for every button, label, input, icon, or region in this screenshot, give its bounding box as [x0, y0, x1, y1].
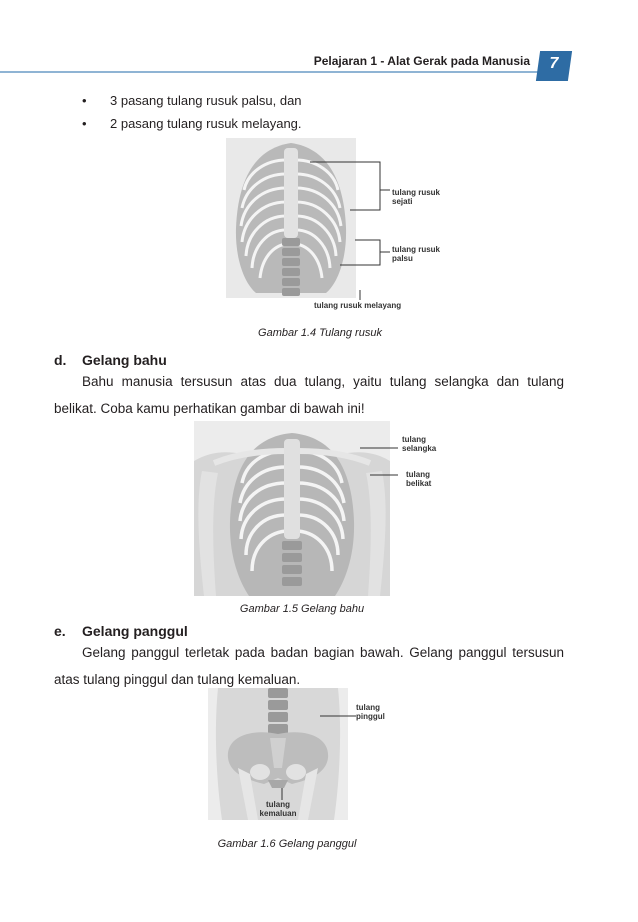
label-line: tulang [266, 800, 290, 809]
label-line: tulang rusuk [392, 188, 441, 197]
header-rule [0, 71, 540, 73]
label-floating-ribs: tulang rusuk melayang [314, 301, 402, 310]
label-line: kemaluan [259, 809, 297, 818]
label-line: tulang [356, 703, 380, 712]
bullet-text: 3 pasang tulang rusuk palsu, dan [110, 93, 302, 108]
section-letter: d. [54, 352, 67, 368]
label-line: belikat [406, 479, 432, 488]
leader-lines-ribs [300, 160, 400, 315]
bullet-marker: • [82, 93, 87, 108]
label-line: sejati [392, 197, 413, 206]
figure-caption: Gambar 1.6 Gelang panggul [217, 838, 357, 850]
section-title: Gelang bahu [82, 352, 167, 368]
page-number: 7 [549, 55, 559, 72]
bullet-text: 2 pasang tulang rusuk melayang. [110, 116, 302, 131]
label-hip-bone [356, 703, 385, 721]
label-line: tulang [402, 435, 426, 444]
leader-lines-shoulder [360, 440, 400, 485]
section-title: Gelang panggul [82, 623, 188, 639]
label-true-ribs [392, 188, 440, 206]
label-line: pinggul [356, 712, 385, 721]
figure-caption: Gambar 1.4 Tulang rusuk [258, 327, 382, 339]
bullet-marker: • [82, 116, 87, 131]
figure-caption: Gambar 1.5 Gelang bahu [239, 603, 365, 615]
label-line: selangka [402, 444, 437, 453]
section-paragraph-e: Gelang panggul terletak pada badan bagian bawah. Gelang panggul tersusun atas tulang pinggul dan tulang kemaluan. [54, 645, 564, 687]
label-collarbone [402, 435, 436, 453]
section-letter: e. [54, 623, 66, 639]
label-line: palsu [392, 254, 413, 263]
label-line: tulang [406, 470, 430, 479]
label-false-ribs [392, 245, 440, 263]
label-pubic-bone [248, 800, 308, 818]
section-paragraph-d: Bahu manusia tersusun atas dua tulang, yaitu tulang selangka dan tulang belikat. Coba kamu perhatikan gambar di bawah ini! [54, 374, 564, 416]
label-line: tulang rusuk [392, 245, 441, 254]
running-header: Pelajaran 1 - Alat Gerak pada Manusia [313, 54, 530, 68]
label-shoulder-blade [406, 470, 431, 488]
leader-lines-pelvis [320, 710, 360, 735]
